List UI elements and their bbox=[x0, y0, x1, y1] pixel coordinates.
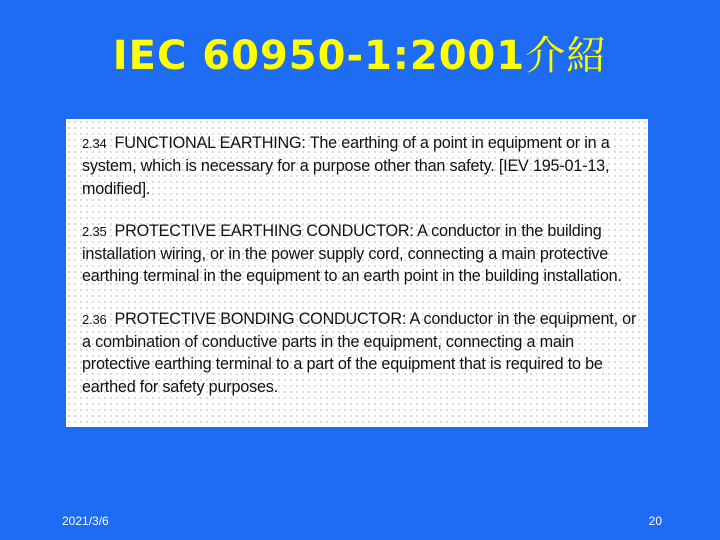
document-excerpt-image bbox=[66, 119, 648, 427]
definition-text: : A conductor in the building installation wiring, or in the power supply cord, connecting a main protective earthing terminal in the equipment to an earth point in the building installation. bbox=[82, 221, 622, 286]
definition-number: 2.35 bbox=[82, 223, 107, 239]
slide-title-cjk: 介紹 bbox=[525, 33, 608, 79]
definition-number: 2.34 bbox=[82, 136, 107, 151]
definition-term: PROTECTIVE EARTHING CONDUCTOR bbox=[114, 221, 410, 240]
slide-title bbox=[0, 28, 720, 84]
definition-term: PROTECTIVE BONDING CONDUCTOR bbox=[114, 309, 402, 328]
definition-term: FUNCTIONAL EARTHING bbox=[114, 134, 302, 152]
footer-date: 2021/3/6 bbox=[62, 514, 109, 528]
definition-2-34 bbox=[82, 132, 638, 200]
slide-title-main: IEC 60950-1:2001 bbox=[112, 33, 526, 79]
definition-2-35 bbox=[82, 220, 638, 288]
definition-number: 2.36 bbox=[82, 311, 107, 327]
definition-text: : The earthing of a point in equipment or in a system, which is necessary for a purpose other than safety. [IEV 195-01-13, modified]. bbox=[82, 134, 610, 198]
footer-page-number: 20 bbox=[648, 514, 662, 528]
definition-2-36 bbox=[82, 308, 638, 398]
definition-text: : A conductor in the equipment, or a combination of conductive parts in the equipment, connecting a main protective earthing terminal to a part of the equipment that is required to be earthed for safety purposes. bbox=[82, 309, 637, 396]
